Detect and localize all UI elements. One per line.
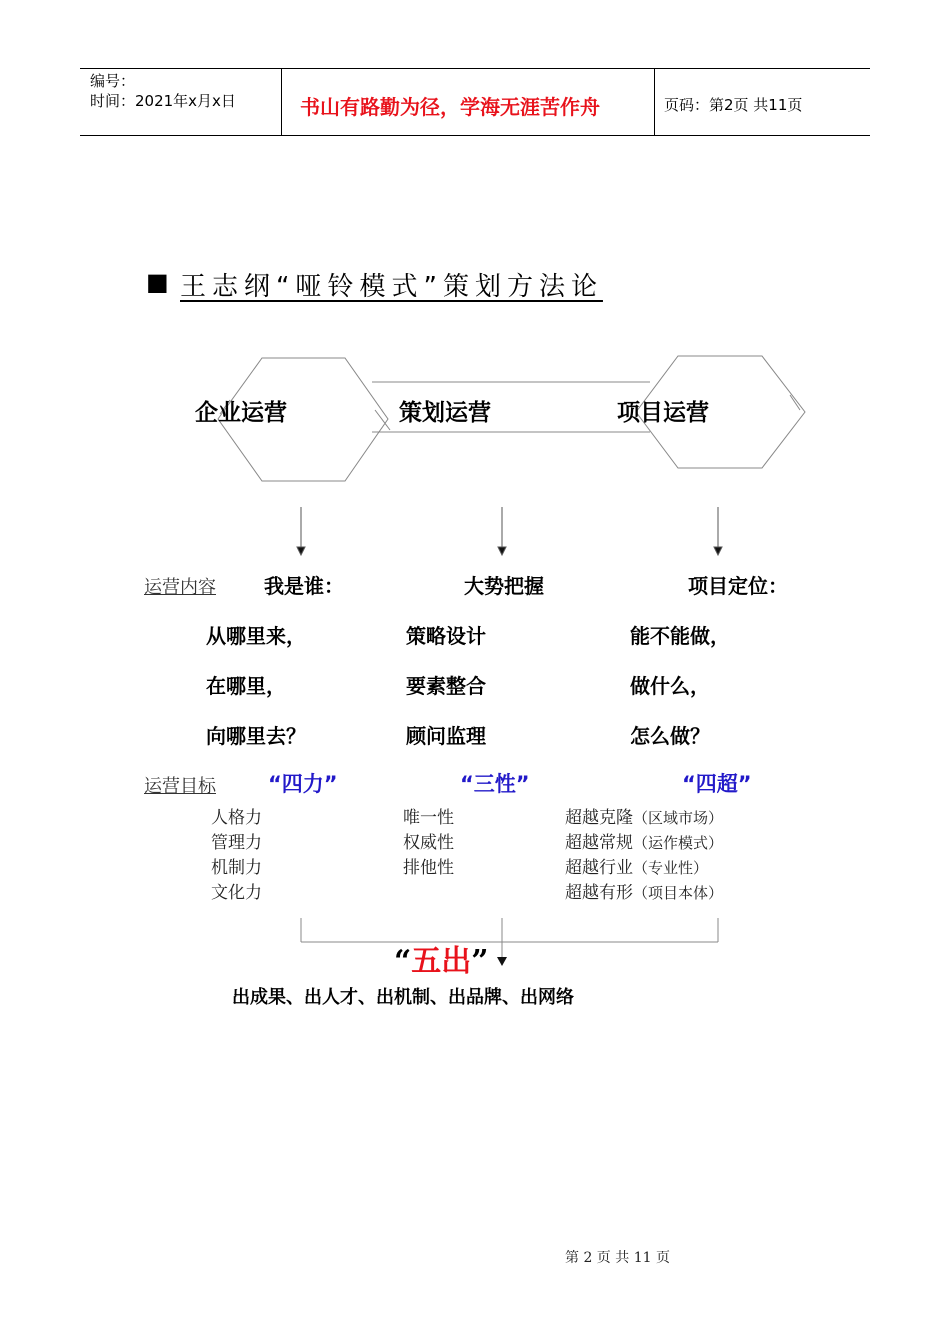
goal-col2-item: 唯一性: [403, 808, 454, 828]
content-col1-item: 向哪里去？: [206, 724, 306, 748]
goal-col3-item: 超越行业（专业性）: [565, 858, 709, 878]
content-row-label: 运营内容: [144, 577, 216, 598]
content-col2-item: 顾问监理: [406, 724, 486, 748]
goal-col3-item: 超越克隆（区域市场）: [565, 808, 724, 828]
content-col3-heading: 项目定位：: [688, 574, 788, 598]
page-title: 王志纲“哑铃模式”策划方法论: [180, 272, 603, 302]
content-col2-heading: 大势把握: [464, 574, 544, 598]
hexagon-middle-label: 策划运营: [399, 400, 491, 426]
hexagon-left-label: 企业运营: [195, 400, 287, 426]
content-col1-item: 从哪里来，: [206, 624, 306, 648]
goal-col1-heading: “四力”: [268, 772, 338, 796]
arrow-middle-head: [498, 547, 506, 555]
content-col3-item: 能不能做，: [630, 624, 730, 648]
goal-col1-item: 管理力: [211, 833, 262, 853]
header-motto: 书山有路勤为径，学海无涯苦作舟: [300, 95, 600, 119]
goal-col1-item: 人格力: [211, 808, 262, 828]
content-col2-item: 策略设计: [406, 624, 486, 648]
page-footer: 第 2 页 共 11 页: [565, 1250, 670, 1266]
goal-col1-item: 机制力: [211, 858, 262, 878]
goal-col1-item: 文化力: [211, 883, 262, 903]
header-number-label: 编号：: [90, 72, 136, 90]
goal-col2-heading: “三性”: [460, 772, 530, 796]
goal-col2-item: 权威性: [403, 833, 454, 853]
header-page-info: 页码：第2页 共11页: [664, 96, 803, 114]
outcome-title: “五出”: [394, 944, 489, 979]
goal-col3-item: 超越常规（运作模式）: [565, 833, 724, 853]
bracket-arrow-head: [497, 957, 507, 966]
header-time-label: 时间：2021年x月x日: [90, 92, 236, 110]
outcome-text: 出成果、出人才、出机制、出品牌、出网络: [232, 987, 574, 1008]
goal-col3-list: [565, 806, 723, 906]
content-col1-item: 在哪里，: [206, 674, 286, 698]
goal-col2-item: 排他性: [403, 858, 454, 878]
content-col2-item: 要素整合: [406, 674, 486, 698]
goal-col2-list: [403, 806, 454, 881]
goal-col3-item: 超越有形（项目本体）: [565, 883, 724, 903]
goal-col1-list: [211, 806, 262, 906]
content-col3-item: 做什么，: [630, 674, 710, 698]
title-bullet-icon: ■: [146, 268, 169, 296]
goal-row-label: 运营目标: [144, 776, 216, 797]
content-col1-heading: 我是谁：: [264, 574, 344, 598]
arrow-left-head: [297, 547, 305, 555]
arrow-right-head: [714, 547, 722, 555]
hexagon-right-label: 项目运营: [617, 400, 709, 426]
goal-col3-heading: “四超”: [682, 772, 752, 796]
content-col3-item: 怎么做？: [630, 724, 710, 748]
